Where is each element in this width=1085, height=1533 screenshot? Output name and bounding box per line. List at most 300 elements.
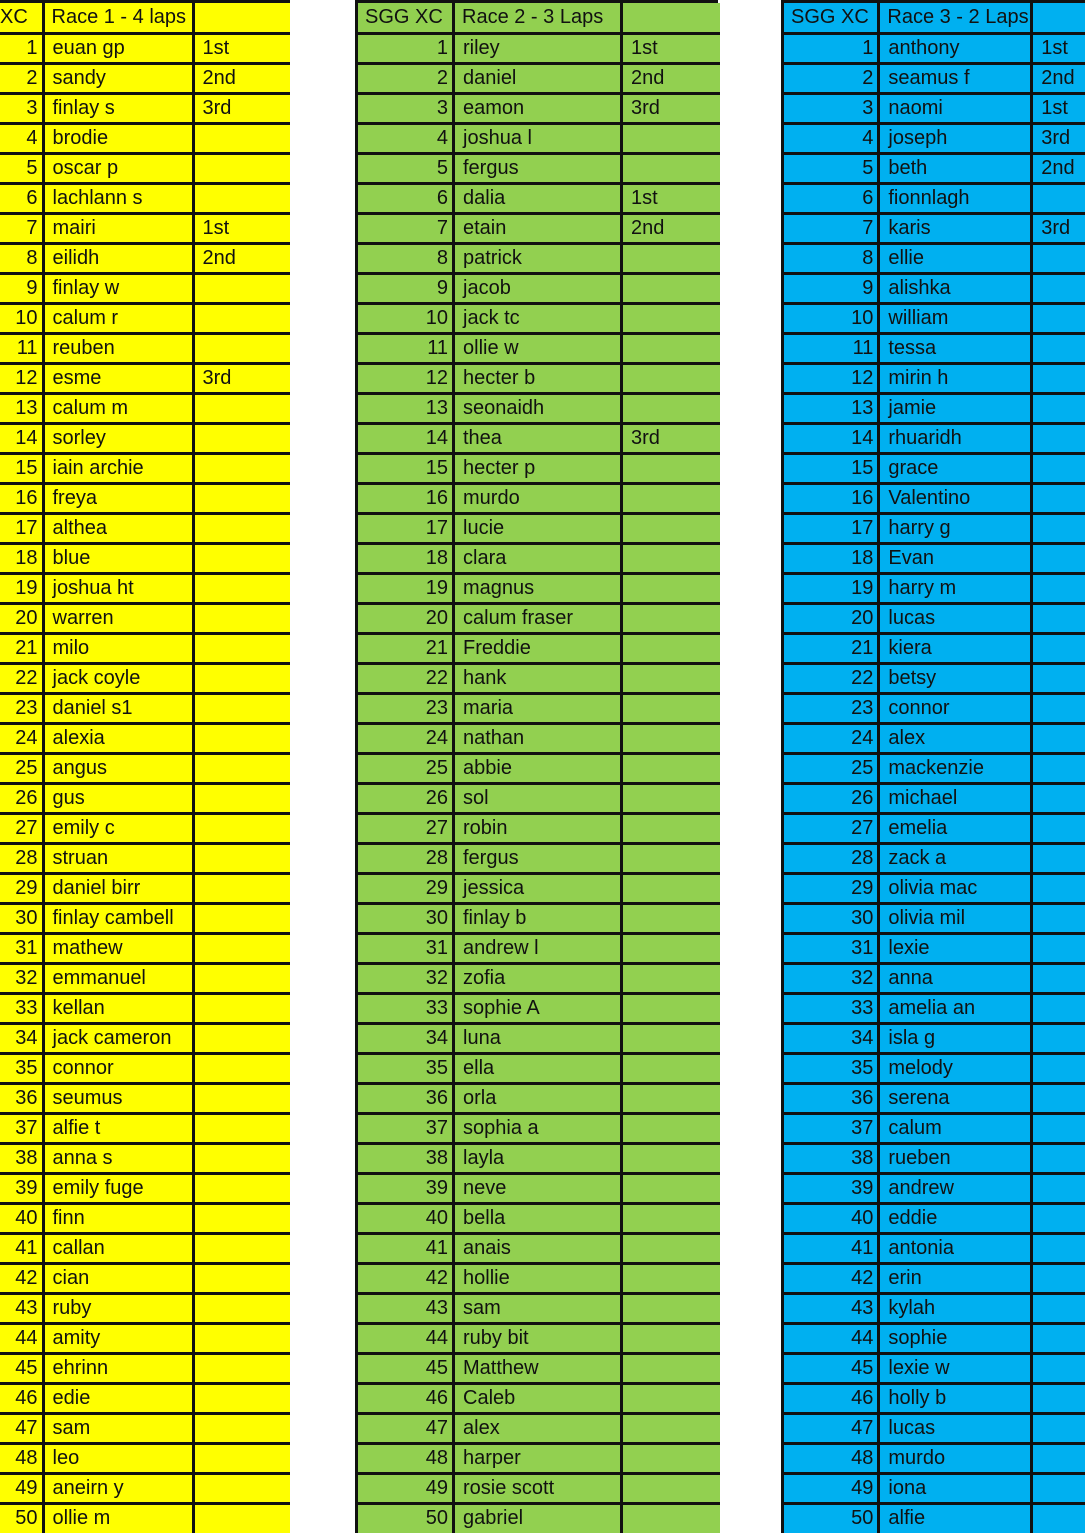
placing-cell[interactable]: 3rd (622, 93, 720, 123)
runner-name-cell[interactable]: lucas (879, 603, 1032, 633)
placing-cell[interactable] (622, 843, 720, 873)
position-cell[interactable]: 32 (783, 963, 879, 993)
runner-name-cell[interactable]: eddie (879, 1203, 1032, 1233)
placing-cell[interactable]: 3rd (1032, 213, 1085, 243)
position-cell[interactable]: 28 (357, 843, 454, 873)
position-cell[interactable]: 2 (357, 63, 454, 93)
placing-cell[interactable] (193, 1383, 290, 1413)
position-cell[interactable]: 3 (783, 93, 879, 123)
runner-name-cell[interactable]: esme (43, 363, 193, 393)
position-cell[interactable]: 44 (783, 1323, 879, 1353)
position-cell[interactable]: 6 (783, 183, 879, 213)
position-cell[interactable]: 35 (783, 1053, 879, 1083)
placing-cell[interactable] (1032, 1383, 1085, 1413)
position-cell[interactable]: 40 (783, 1203, 879, 1233)
placing-cell[interactable]: 1st (193, 213, 290, 243)
placing-cell[interactable] (193, 573, 290, 603)
runner-name-cell[interactable]: eilidh (43, 243, 193, 273)
placing-cell[interactable] (622, 963, 720, 993)
position-cell[interactable]: 49 (0, 1473, 43, 1503)
position-cell[interactable]: 49 (357, 1473, 454, 1503)
placing-cell[interactable] (1032, 813, 1085, 843)
runner-name-cell[interactable]: gus (43, 783, 193, 813)
position-cell[interactable]: 21 (0, 633, 43, 663)
runner-name-cell[interactable]: jack tc (454, 303, 622, 333)
placing-cell[interactable] (622, 1173, 720, 1203)
placing-cell[interactable] (193, 123, 290, 153)
position-cell[interactable]: 7 (783, 213, 879, 243)
runner-name-cell[interactable]: connor (43, 1053, 193, 1083)
placing-cell[interactable] (622, 933, 720, 963)
position-cell[interactable]: 13 (783, 393, 879, 423)
position-cell[interactable]: 16 (0, 483, 43, 513)
runner-name-cell[interactable]: rhuaridh (879, 423, 1032, 453)
runner-name-cell[interactable]: luna (454, 1023, 622, 1053)
runner-name-cell[interactable]: warren (43, 603, 193, 633)
runner-name-cell[interactable]: michael (879, 783, 1032, 813)
position-cell[interactable]: 25 (0, 753, 43, 783)
runner-name-cell[interactable]: jack cameron (43, 1023, 193, 1053)
runner-name-cell[interactable]: jack coyle (43, 663, 193, 693)
position-cell[interactable]: 32 (357, 963, 454, 993)
placing-cell[interactable] (622, 723, 720, 753)
placing-cell[interactable] (193, 543, 290, 573)
placing-cell[interactable]: 1st (1032, 33, 1085, 63)
runner-name-cell[interactable]: zofia (454, 963, 622, 993)
placing-cell[interactable] (1032, 873, 1085, 903)
position-cell[interactable]: 18 (783, 543, 879, 573)
position-cell[interactable]: 35 (357, 1053, 454, 1083)
placing-cell[interactable] (1032, 1113, 1085, 1143)
runner-name-cell[interactable]: mairi (43, 213, 193, 243)
position-cell[interactable]: 24 (0, 723, 43, 753)
position-cell[interactable]: 22 (357, 663, 454, 693)
runner-name-cell[interactable]: anthony (879, 33, 1032, 63)
placing-cell[interactable] (193, 1053, 290, 1083)
position-cell[interactable]: 14 (0, 423, 43, 453)
position-cell[interactable]: 14 (783, 423, 879, 453)
placing-cell[interactable] (622, 1113, 720, 1143)
runner-name-cell[interactable]: eamon (454, 93, 622, 123)
placing-cell[interactable] (193, 813, 290, 843)
position-cell[interactable]: 13 (0, 393, 43, 423)
runner-name-cell[interactable]: struan (43, 843, 193, 873)
runner-name-cell[interactable]: kylah (879, 1293, 1032, 1323)
runner-name-cell[interactable]: Matthew (454, 1353, 622, 1383)
position-cell[interactable]: 50 (357, 1503, 454, 1533)
runner-name-cell[interactable]: blue (43, 543, 193, 573)
placing-cell[interactable] (622, 573, 720, 603)
series-header-cell[interactable]: SGG XC (783, 3, 879, 33)
position-cell[interactable]: 37 (357, 1113, 454, 1143)
placing-cell[interactable] (622, 273, 720, 303)
runner-name-cell[interactable]: harry m (879, 573, 1032, 603)
position-cell[interactable]: 2 (783, 63, 879, 93)
position-cell[interactable]: 11 (783, 333, 879, 363)
placing-cell[interactable] (193, 843, 290, 873)
placing-cell[interactable] (193, 1023, 290, 1053)
runner-name-cell[interactable]: ruby bit (454, 1323, 622, 1353)
position-cell[interactable]: 7 (357, 213, 454, 243)
runner-name-cell[interactable]: andrew l (454, 933, 622, 963)
placing-cell[interactable] (622, 153, 720, 183)
placing-cell[interactable] (1032, 1353, 1085, 1383)
runner-name-cell[interactable]: etain (454, 213, 622, 243)
position-cell[interactable]: 20 (783, 603, 879, 633)
placing-cell[interactable] (193, 453, 290, 483)
runner-name-cell[interactable]: callan (43, 1233, 193, 1263)
race-title-header-cell[interactable]: Race 1 - 4 laps (43, 3, 193, 33)
position-cell[interactable]: 22 (783, 663, 879, 693)
series-header-cell[interactable]: SGG XC (357, 3, 454, 33)
runner-name-cell[interactable]: emmanuel (43, 963, 193, 993)
runner-name-cell[interactable]: neve (454, 1173, 622, 1203)
placing-cell[interactable] (1032, 1413, 1085, 1443)
runner-name-cell[interactable]: sophia a (454, 1113, 622, 1143)
placing-cell[interactable]: 1st (1032, 93, 1085, 123)
placing-cell[interactable]: 3rd (622, 423, 720, 453)
runner-name-cell[interactable]: abbie (454, 753, 622, 783)
runner-name-cell[interactable]: ellie (879, 243, 1032, 273)
position-cell[interactable]: 15 (783, 453, 879, 483)
placing-cell[interactable] (193, 1473, 290, 1503)
placing-cell[interactable] (193, 903, 290, 933)
position-cell[interactable]: 30 (357, 903, 454, 933)
runner-name-cell[interactable]: patrick (454, 243, 622, 273)
runner-name-cell[interactable]: bella (454, 1203, 622, 1233)
placing-cell[interactable] (1032, 693, 1085, 723)
placing-cell[interactable] (622, 903, 720, 933)
runner-name-cell[interactable]: alfie (879, 1503, 1032, 1533)
runner-name-cell[interactable]: riley (454, 33, 622, 63)
placing-cell[interactable]: 2nd (1032, 63, 1085, 93)
position-cell[interactable]: 5 (357, 153, 454, 183)
placing-cell[interactable] (1032, 183, 1085, 213)
placing-cell[interactable] (193, 723, 290, 753)
position-cell[interactable]: 5 (0, 153, 43, 183)
placing-cell[interactable] (1032, 963, 1085, 993)
position-cell[interactable]: 7 (0, 213, 43, 243)
position-cell[interactable]: 21 (783, 633, 879, 663)
position-cell[interactable]: 36 (357, 1083, 454, 1113)
runner-name-cell[interactable]: nathan (454, 723, 622, 753)
position-cell[interactable]: 26 (357, 783, 454, 813)
position-cell[interactable]: 45 (357, 1353, 454, 1383)
position-cell[interactable]: 46 (357, 1383, 454, 1413)
placing-cell[interactable]: 3rd (193, 363, 290, 393)
position-cell[interactable]: 20 (357, 603, 454, 633)
placing-cell[interactable]: 2nd (622, 213, 720, 243)
position-cell[interactable]: 10 (783, 303, 879, 333)
position-cell[interactable]: 50 (783, 1503, 879, 1533)
placing-header-cell[interactable] (193, 3, 290, 33)
placing-cell[interactable] (1032, 1263, 1085, 1293)
runner-name-cell[interactable]: hecter p (454, 453, 622, 483)
position-cell[interactable]: 37 (783, 1113, 879, 1143)
placing-cell[interactable] (622, 1053, 720, 1083)
runner-name-cell[interactable]: ollie w (454, 333, 622, 363)
runner-name-cell[interactable]: rueben (879, 1143, 1032, 1173)
placing-cell[interactable] (622, 1413, 720, 1443)
placing-cell[interactable] (622, 1503, 720, 1533)
position-cell[interactable]: 20 (0, 603, 43, 633)
position-cell[interactable]: 16 (783, 483, 879, 513)
position-cell[interactable]: 1 (783, 33, 879, 63)
runner-name-cell[interactable]: hollie (454, 1263, 622, 1293)
runner-name-cell[interactable]: lexie w (879, 1353, 1032, 1383)
runner-name-cell[interactable]: emelia (879, 813, 1032, 843)
placing-cell[interactable]: 3rd (193, 93, 290, 123)
placing-cell[interactable] (193, 1083, 290, 1113)
placing-cell[interactable] (622, 783, 720, 813)
position-cell[interactable]: 39 (783, 1173, 879, 1203)
placing-cell[interactable] (622, 663, 720, 693)
placing-cell[interactable] (622, 603, 720, 633)
position-cell[interactable]: 45 (0, 1353, 43, 1383)
placing-cell[interactable] (1032, 243, 1085, 273)
position-cell[interactable]: 36 (0, 1083, 43, 1113)
position-cell[interactable]: 31 (0, 933, 43, 963)
runner-name-cell[interactable]: thea (454, 423, 622, 453)
runner-name-cell[interactable]: aneirn y (43, 1473, 193, 1503)
runner-name-cell[interactable]: betsy (879, 663, 1032, 693)
placing-cell[interactable] (193, 933, 290, 963)
placing-cell[interactable] (1032, 1443, 1085, 1473)
position-cell[interactable]: 9 (0, 273, 43, 303)
runner-name-cell[interactable]: finlay w (43, 273, 193, 303)
placing-cell[interactable] (1032, 573, 1085, 603)
placing-cell[interactable] (193, 1293, 290, 1323)
placing-cell[interactable] (622, 1353, 720, 1383)
runner-name-cell[interactable]: iona (879, 1473, 1032, 1503)
runner-name-cell[interactable]: grace (879, 453, 1032, 483)
placing-cell[interactable] (1032, 1143, 1085, 1173)
runner-name-cell[interactable]: rosie scott (454, 1473, 622, 1503)
position-cell[interactable]: 39 (0, 1173, 43, 1203)
runner-name-cell[interactable]: isla g (879, 1023, 1032, 1053)
position-cell[interactable]: 38 (0, 1143, 43, 1173)
placing-cell[interactable] (1032, 1053, 1085, 1083)
runner-name-cell[interactable]: brodie (43, 123, 193, 153)
placing-cell[interactable] (193, 333, 290, 363)
runner-name-cell[interactable]: Evan (879, 543, 1032, 573)
series-header-cell[interactable]: XC (0, 3, 43, 33)
position-cell[interactable]: 27 (0, 813, 43, 843)
placing-cell[interactable] (1032, 1473, 1085, 1503)
position-cell[interactable]: 31 (783, 933, 879, 963)
placing-cell[interactable] (193, 1263, 290, 1293)
runner-name-cell[interactable]: jessica (454, 873, 622, 903)
runner-name-cell[interactable]: hecter b (454, 363, 622, 393)
placing-cell[interactable] (193, 1503, 290, 1533)
placing-cell[interactable] (1032, 363, 1085, 393)
placing-cell[interactable] (1032, 933, 1085, 963)
placing-cell[interactable]: 2nd (1032, 153, 1085, 183)
position-cell[interactable]: 50 (0, 1503, 43, 1533)
runner-name-cell[interactable]: gabriel (454, 1503, 622, 1533)
position-cell[interactable]: 21 (357, 633, 454, 663)
position-cell[interactable]: 28 (783, 843, 879, 873)
placing-cell[interactable] (1032, 843, 1085, 873)
placing-cell[interactable] (622, 453, 720, 483)
runner-name-cell[interactable]: fergus (454, 843, 622, 873)
position-cell[interactable]: 44 (357, 1323, 454, 1353)
runner-name-cell[interactable]: Valentino (879, 483, 1032, 513)
position-cell[interactable]: 4 (783, 123, 879, 153)
placing-cell[interactable] (1032, 1173, 1085, 1203)
placing-cell[interactable] (193, 783, 290, 813)
position-cell[interactable]: 34 (0, 1023, 43, 1053)
runner-name-cell[interactable]: layla (454, 1143, 622, 1173)
placing-cell[interactable] (1032, 1293, 1085, 1323)
placing-cell[interactable] (193, 1443, 290, 1473)
runner-name-cell[interactable]: serena (879, 1083, 1032, 1113)
runner-name-cell[interactable]: angus (43, 753, 193, 783)
position-cell[interactable]: 4 (357, 123, 454, 153)
placing-cell[interactable] (193, 1203, 290, 1233)
position-cell[interactable]: 11 (357, 333, 454, 363)
runner-name-cell[interactable]: anais (454, 1233, 622, 1263)
position-cell[interactable]: 10 (357, 303, 454, 333)
runner-name-cell[interactable]: milo (43, 633, 193, 663)
position-cell[interactable]: 42 (357, 1263, 454, 1293)
position-cell[interactable]: 8 (0, 243, 43, 273)
runner-name-cell[interactable]: ella (454, 1053, 622, 1083)
placing-cell[interactable] (1032, 423, 1085, 453)
runner-name-cell[interactable]: kellan (43, 993, 193, 1023)
runner-name-cell[interactable]: beth (879, 153, 1032, 183)
runner-name-cell[interactable]: harry g (879, 513, 1032, 543)
position-cell[interactable]: 48 (783, 1443, 879, 1473)
position-cell[interactable]: 36 (783, 1083, 879, 1113)
placing-cell[interactable] (193, 663, 290, 693)
runner-name-cell[interactable]: calum m (43, 393, 193, 423)
runner-name-cell[interactable]: euan gp (43, 33, 193, 63)
position-cell[interactable]: 38 (783, 1143, 879, 1173)
runner-name-cell[interactable]: Caleb (454, 1383, 622, 1413)
placing-cell[interactable] (1032, 273, 1085, 303)
runner-name-cell[interactable]: tessa (879, 333, 1032, 363)
placing-cell[interactable] (1032, 483, 1085, 513)
position-cell[interactable]: 30 (0, 903, 43, 933)
position-cell[interactable]: 27 (357, 813, 454, 843)
runner-name-cell[interactable]: amelia an (879, 993, 1032, 1023)
position-cell[interactable]: 2 (0, 63, 43, 93)
runner-name-cell[interactable]: freya (43, 483, 193, 513)
placing-cell[interactable] (1032, 453, 1085, 483)
placing-cell[interactable] (622, 693, 720, 723)
position-cell[interactable]: 24 (357, 723, 454, 753)
position-cell[interactable]: 18 (357, 543, 454, 573)
runner-name-cell[interactable]: seumus (43, 1083, 193, 1113)
position-cell[interactable]: 8 (357, 243, 454, 273)
position-cell[interactable]: 19 (783, 573, 879, 603)
position-cell[interactable]: 13 (357, 393, 454, 423)
runner-name-cell[interactable]: jamie (879, 393, 1032, 423)
placing-cell[interactable] (622, 813, 720, 843)
runner-name-cell[interactable]: sophie A (454, 993, 622, 1023)
position-cell[interactable]: 27 (783, 813, 879, 843)
runner-name-cell[interactable]: naomi (879, 93, 1032, 123)
runner-name-cell[interactable]: finlay b (454, 903, 622, 933)
position-cell[interactable]: 46 (0, 1383, 43, 1413)
runner-name-cell[interactable]: finn (43, 1203, 193, 1233)
runner-name-cell[interactable]: fergus (454, 153, 622, 183)
placing-cell[interactable] (1032, 633, 1085, 663)
placing-cell[interactable] (193, 963, 290, 993)
position-cell[interactable]: 18 (0, 543, 43, 573)
placing-cell[interactable] (193, 273, 290, 303)
position-cell[interactable]: 47 (783, 1413, 879, 1443)
placing-cell[interactable] (1032, 903, 1085, 933)
runner-name-cell[interactable]: karis (879, 213, 1032, 243)
runner-name-cell[interactable]: william (879, 303, 1032, 333)
placing-cell[interactable] (622, 363, 720, 393)
runner-name-cell[interactable]: daniel (454, 63, 622, 93)
runner-name-cell[interactable]: lucie (454, 513, 622, 543)
runner-name-cell[interactable]: calum r (43, 303, 193, 333)
runner-name-cell[interactable]: sandy (43, 63, 193, 93)
position-cell[interactable]: 43 (783, 1293, 879, 1323)
position-cell[interactable]: 12 (357, 363, 454, 393)
placing-header-cell[interactable] (1032, 3, 1085, 33)
runner-name-cell[interactable]: anna (879, 963, 1032, 993)
runner-name-cell[interactable]: maria (454, 693, 622, 723)
runner-name-cell[interactable]: kiera (879, 633, 1032, 663)
placing-cell[interactable] (622, 1083, 720, 1113)
placing-cell[interactable] (1032, 333, 1085, 363)
runner-name-cell[interactable]: cian (43, 1263, 193, 1293)
runner-name-cell[interactable]: sol (454, 783, 622, 813)
position-cell[interactable]: 48 (0, 1443, 43, 1473)
placing-cell[interactable] (1032, 513, 1085, 543)
placing-cell[interactable] (622, 243, 720, 273)
runner-name-cell[interactable]: mathew (43, 933, 193, 963)
position-cell[interactable]: 26 (783, 783, 879, 813)
placing-cell[interactable] (1032, 543, 1085, 573)
placing-cell[interactable] (193, 1173, 290, 1203)
position-cell[interactable]: 11 (0, 333, 43, 363)
position-cell[interactable]: 41 (357, 1233, 454, 1263)
runner-name-cell[interactable]: lexie (879, 933, 1032, 963)
placing-cell[interactable] (622, 303, 720, 333)
position-cell[interactable]: 32 (0, 963, 43, 993)
placing-cell[interactable] (622, 1383, 720, 1413)
runner-name-cell[interactable]: antonia (879, 1233, 1032, 1263)
placing-cell[interactable]: 1st (193, 33, 290, 63)
position-cell[interactable]: 31 (357, 933, 454, 963)
position-cell[interactable]: 23 (0, 693, 43, 723)
placing-cell[interactable] (193, 1413, 290, 1443)
position-cell[interactable]: 3 (0, 93, 43, 123)
position-cell[interactable]: 3 (357, 93, 454, 123)
position-cell[interactable]: 5 (783, 153, 879, 183)
runner-name-cell[interactable]: leo (43, 1443, 193, 1473)
placing-cell[interactable] (622, 543, 720, 573)
position-cell[interactable]: 45 (783, 1353, 879, 1383)
runner-name-cell[interactable]: sorley (43, 423, 193, 453)
placing-cell[interactable] (193, 603, 290, 633)
position-cell[interactable]: 33 (0, 993, 43, 1023)
runner-name-cell[interactable]: joseph (879, 123, 1032, 153)
placing-cell[interactable] (1032, 723, 1085, 753)
position-cell[interactable]: 29 (0, 873, 43, 903)
position-cell[interactable]: 47 (0, 1413, 43, 1443)
position-cell[interactable]: 28 (0, 843, 43, 873)
runner-name-cell[interactable]: jacob (454, 273, 622, 303)
position-cell[interactable]: 4 (0, 123, 43, 153)
position-cell[interactable]: 17 (783, 513, 879, 543)
